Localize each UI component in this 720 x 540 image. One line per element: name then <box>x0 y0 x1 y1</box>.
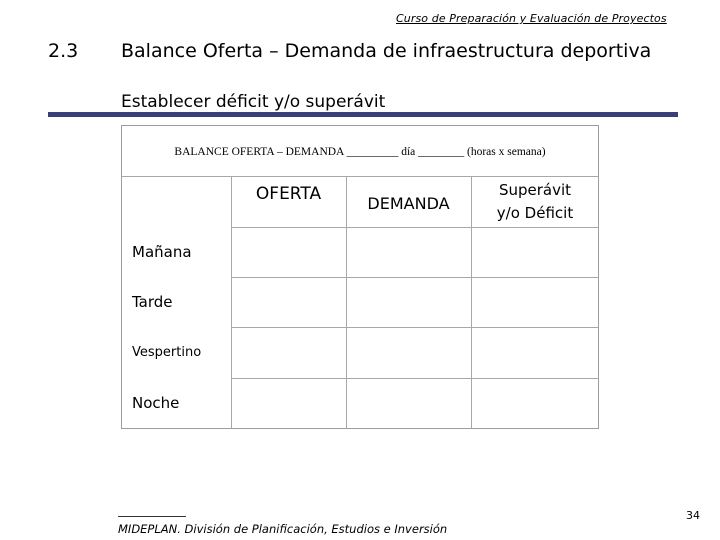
grid-line-row3 <box>231 327 599 328</box>
column-header-oferta: OFERTA <box>255 184 322 204</box>
column-header-superavit-line1: Superávit <box>498 181 572 199</box>
footer-rule <box>118 516 186 517</box>
section-number: 2.3 <box>48 40 79 62</box>
column-header-demanda: DEMANDA <box>367 194 450 213</box>
row-label-tarde: Tarde <box>132 293 173 311</box>
footer-organization: MIDEPLAN. División de Planificación, Estudios e Inversión <box>118 522 448 536</box>
title-underline-rule <box>48 112 678 117</box>
row-label-noche: Noche <box>132 394 180 412</box>
table-title: BALANCE OFERTA – DEMANDA _________ día ________ (horas x semana) <box>174 146 546 158</box>
grid-line-row1 <box>231 227 599 228</box>
grid-line-col1 <box>231 176 232 429</box>
section-title: Balance Oferta – Demanda de infraestructura deportiva <box>121 40 652 62</box>
course-header: Curso de Preparación y Evaluación de Proyectos <box>396 12 667 25</box>
row-label-vespertino: Vespertino <box>132 345 202 360</box>
column-header-superavit-line2: y/o Déficit <box>496 204 574 222</box>
section-subtitle: Establecer déficit y/o superávit <box>121 92 386 112</box>
grid-line-row2 <box>231 277 599 278</box>
grid-line-col2 <box>346 176 347 429</box>
grid-line-row4 <box>231 378 599 379</box>
page-number: 34 <box>686 509 700 522</box>
row-label-manana: Mañana <box>132 243 192 261</box>
grid-line-header-top <box>121 176 599 177</box>
